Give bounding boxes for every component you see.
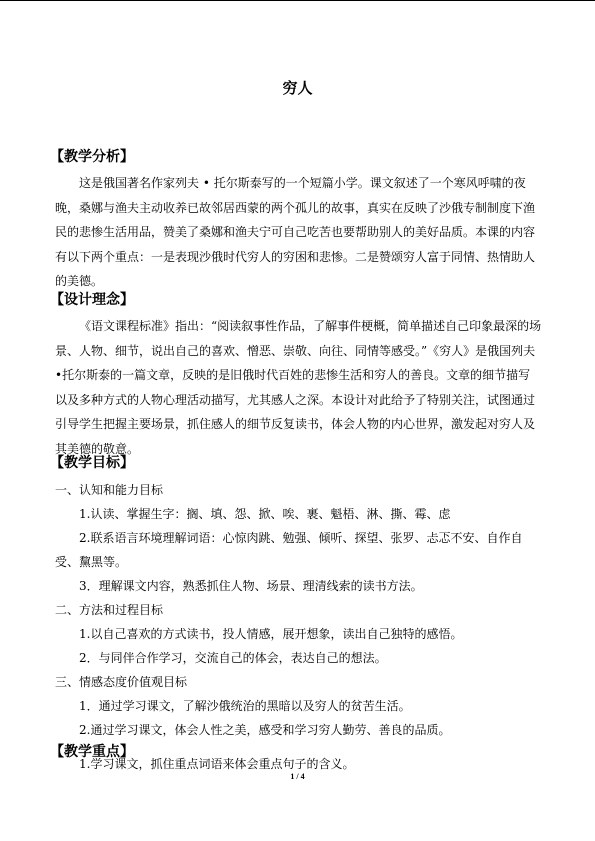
goal-item-1-1: 1.认读、掌握生字：搁、填、怨、掀、唉、裹、魁梧、淋、撕、霉、虑 xyxy=(79,507,451,521)
goal-item-2-1: 1.以自己喜欢的方式读书，投人情感，展开想象，读出自己独特的感悟。 xyxy=(79,627,463,641)
analysis-paragraph: 这是俄国著名作家列夫 • 托尔斯泰写的一个短篇小学。课文叙述了一个寒风呼啸的夜晚，桑娜与渔夫主动收养已故邻居西蒙的两个孤儿的故事，真实在反映了沙俄专制制度下渔民的悲惨生活用品，赞美了桑娜和渔夫宁可自己吃苦也要帮助别人的美好品质。本课的内容有以下两个重点：一是表现沙俄时代穷人的穷困和悲惨。二是赞颂穷人富于同情、热情助人的美德。 xyxy=(55,176,536,288)
focus-item-1: 1.学习课文，抓住重点词语来体会重点句子的含义。 xyxy=(79,757,355,771)
goal-item-2-2: 2．与同伴合作学习，交流自己的体会，表达自己的想法。 xyxy=(79,651,387,665)
page-number: 1 / 4 xyxy=(290,772,305,781)
goal-item-3-1: 1．通过学习课文，了解沙俄统治的黑暗以及穷人的贫苦生活。 xyxy=(79,699,411,713)
goal-category-2: 二、方法和过程目标 xyxy=(55,603,164,617)
section-heading-analysis: 【教学分析】 xyxy=(50,149,134,165)
goal-item-3-2: 2.通过学习课文，体会人性之美，感受和学习穷人勤劳、善良的品质。 xyxy=(79,723,451,737)
goal-category-1: 一、认知和能力目标 xyxy=(55,483,164,497)
goal-item-1-3: 3．理解课文内容，熟悉抓住人物、场景、理清线索的读书方法。 xyxy=(79,579,423,593)
section-heading-goals: 【教学目标】 xyxy=(50,455,134,471)
goal-item-1-2: 2.联系语言环境理解词语：心惊肉跳、勉强、倾听、探望、张罗、忐忑不安、自作自 xyxy=(79,531,523,545)
page-top-rule xyxy=(0,0,595,1)
goal-item-1-2-continued: 受、黧黑等。 xyxy=(55,555,128,569)
page-title: 穷人 xyxy=(282,79,313,97)
section-heading-concept: 【设计理念】 xyxy=(50,292,134,308)
goal-category-3: 三、情感态度价值观目标 xyxy=(55,675,188,689)
section-heading-focus: 【教学重点】 xyxy=(50,744,134,760)
concept-paragraph: 《语文课程标准》指出：“阅读叙事性作品，了解事件梗概，简单描述自己印象最深的场景、人物、细节，说出自己的喜欢、憎恶、崇敬、向往、同情等感受。”《穷人》是俄国列夫•托尔斯泰的一篇文章，反映的是旧俄时代百姓的悲惨生活和穷人的善良。文章的细节描写以及多种方式的人物心理活动描写，尤其感人之深。本设计对此给予了特别关注，试图通过引导学生把握主要场景，抓住感人的细节反复读书，体会人物的内心世界，激发起对穷人及其美德的敬意。 xyxy=(55,319,542,456)
